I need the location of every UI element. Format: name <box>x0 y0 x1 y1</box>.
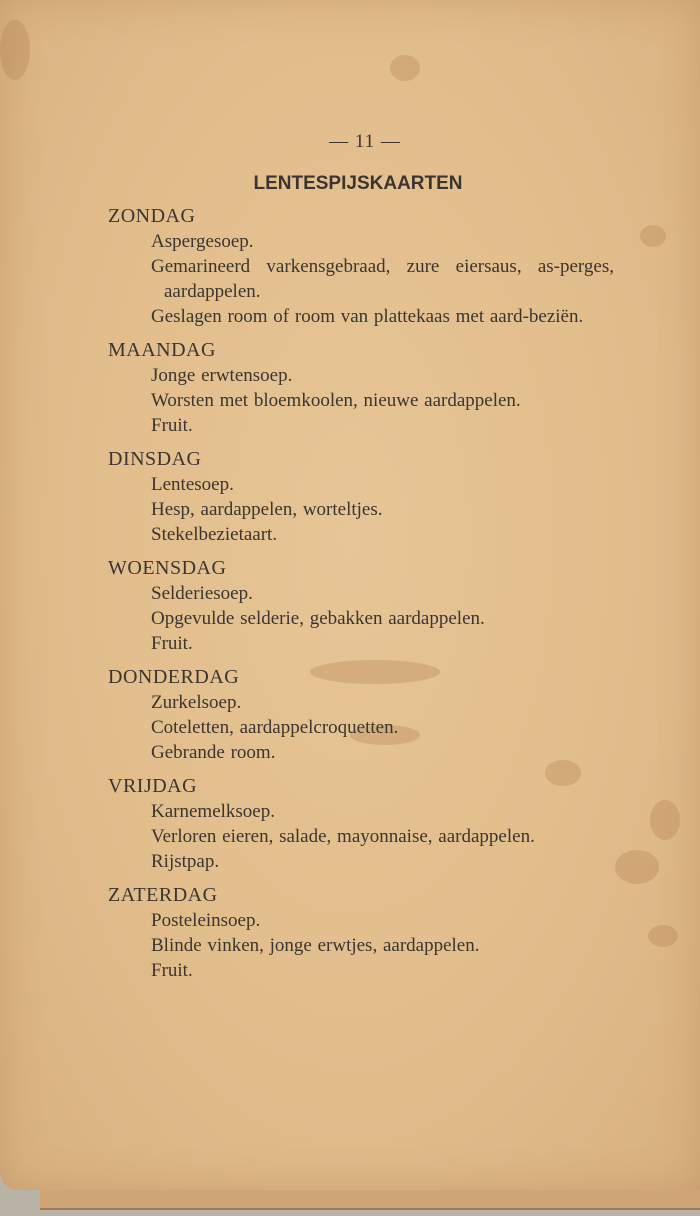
day-name: DINSDAG <box>108 448 202 470</box>
day-name: DONDERDAG <box>108 666 240 688</box>
dish: Geslagen room of room van plattekaas met aard-beziën. <box>151 306 584 327</box>
day-section-dinsdag <box>108 447 614 547</box>
day-section-vrijdag <box>108 774 614 874</box>
dish: Gemarineerd varkensgebraad, zure eiersaus, as-perges, aardappelen. <box>151 256 614 302</box>
page-number: — 11 — <box>329 131 401 152</box>
dish: Rijstpap. <box>151 851 220 872</box>
dish: Stekelbezietaart. <box>151 524 278 545</box>
menu-list <box>108 204 614 992</box>
day-name: MAANDAG <box>108 339 216 361</box>
page-title: LENTESPIJSKAARTEN <box>253 173 463 194</box>
dish: Posteleinsoep. <box>151 910 261 931</box>
dish: Lentesoep. <box>151 474 234 495</box>
dish: Coteletten, aardappelcroquetten. <box>151 717 399 738</box>
dish: Opgevulde selderie, gebakken aardappelen. <box>151 608 485 629</box>
dish: Worsten met bloemkoolen, nieuwe aardappelen. <box>151 390 521 411</box>
day-name: WOENSDAG <box>108 557 227 579</box>
dish: Zurkelsoep. <box>151 692 242 713</box>
dish: Verloren eieren, salade, mayonnaise, aardappelen. <box>151 826 535 847</box>
dish: Jonge erwtensoep. <box>151 365 293 386</box>
dish: Hesp, aardappelen, worteltjes. <box>151 499 383 520</box>
dish: Aspergesoep. <box>151 231 254 252</box>
day-section-maandag <box>108 338 614 438</box>
dish: Gebrande room. <box>151 742 276 763</box>
dish: Selderiesoep. <box>151 583 253 604</box>
dish: Fruit. <box>151 633 193 654</box>
day-section-zondag <box>108 204 614 329</box>
day-section-zaterdag <box>108 883 614 983</box>
day-name: ZONDAG <box>108 205 196 227</box>
day-section-donderdag <box>108 665 614 765</box>
day-name: ZATERDAG <box>108 884 218 906</box>
dish: Fruit. <box>151 415 193 436</box>
day-name: VRIJDAG <box>108 775 198 797</box>
dish: Blinde vinken, jonge erwtjes, aardappelen. <box>151 935 480 956</box>
day-section-woensdag <box>108 556 614 656</box>
dish: Karnemelksoep. <box>151 801 275 822</box>
dish: Fruit. <box>151 960 193 981</box>
